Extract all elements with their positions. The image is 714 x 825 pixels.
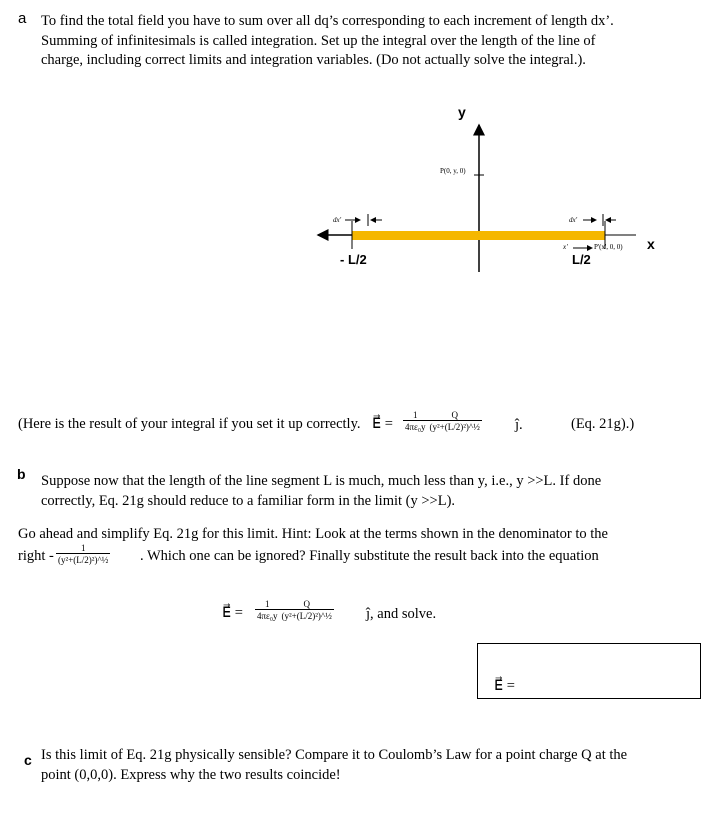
part-b-marker: b	[17, 466, 26, 482]
part-a-line-1: To find the total field you have to sum over all dq’s corresponding to each increment of length dx’.	[41, 13, 614, 29]
result-eq-label: (Eq. 21g).)	[571, 416, 635, 432]
answer-box[interactable]	[477, 643, 701, 699]
neg-half-length-label: - L/2	[340, 252, 367, 267]
result-unit-vector: ĵ.	[515, 417, 523, 433]
answer-box-label: E⃗ =	[494, 678, 515, 694]
charged-rod	[352, 231, 605, 240]
part-b-fraction-2: $\frac{Q}{\text{(y²+(L/2)²)\textasciicircum{}½}}$	[281, 599, 332, 621]
part-b-field-symbol: E⃗ =	[222, 605, 243, 621]
part-b-hint-suffix: . Which one can be ignored? Finally substitute the result back into the equation	[140, 548, 599, 564]
hint-fraction: $\frac{1}{\text{(y²+(L/2)²)\textasciicircum{}½}}$	[58, 543, 109, 565]
part-b-eq-suffix: ĵ, and solve.	[366, 606, 437, 622]
part-c-line-2: point (0,0,0). Express why the two results coincide!	[41, 766, 341, 783]
x-prime-label: x'	[563, 243, 568, 251]
x-axis-label: x	[647, 236, 655, 252]
part-b-fraction-1: $\frac{1}{\text{4πε₀y}}$	[257, 599, 278, 621]
y-axis-label: y	[458, 104, 466, 120]
result-fraction-1: $\frac{1}{\text{4πε₀y}}$	[405, 410, 426, 432]
point-p-label: P(0, y, 0)	[440, 167, 466, 175]
result-intro: (Here is the result of your integral if you set it up correctly.	[18, 416, 361, 432]
part-b-line-1: Suppose now that the length of the line segment L is much, much less than y, i.e., y >>L. If done	[41, 473, 602, 489]
dx-right-label: dx'	[569, 216, 578, 224]
part-c-marker: c	[24, 752, 32, 768]
part-a-line-2: Summing of infinitesimals is called integration. Set up the integral over the length of the line of	[41, 32, 596, 49]
pos-half-length-label: L/2	[572, 252, 591, 267]
result-fraction-2: $\frac{Q}{\text{(y²+(L/2)²)\textasciicircum{}½}}$	[429, 410, 480, 432]
part-b-hint-line: Go ahead and simplify Eq. 21g for this limit. Hint: Look at the terms shown in the denominator to the	[18, 526, 608, 542]
part-b-equation	[255, 599, 334, 621]
result-field-symbol: E⃗ =	[372, 416, 393, 432]
part-a-line-3: charge, including correct limits and integration variables. (Do not actually solve the integral.).	[41, 52, 586, 68]
point-p-prime-label: P'(x', 0, 0)	[594, 243, 623, 251]
part-c-question	[41, 746, 701, 785]
part-a-marker: a	[18, 10, 27, 27]
part-b-line-2: correctly, Eq. 21g should reduce to a familiar form in the limit (y >>L).	[41, 492, 456, 509]
part-b-intro	[41, 472, 701, 511]
result-equation	[403, 410, 482, 432]
part-b-hint-prefix: right -	[18, 548, 54, 564]
part-c-line-1: Is this limit of Eq. 21g physically sensible? Compare it to Coulomb’s Law for a point charge Q at the	[41, 747, 628, 763]
part-a-question	[41, 12, 701, 71]
dx-left-label: dx'	[333, 216, 342, 224]
